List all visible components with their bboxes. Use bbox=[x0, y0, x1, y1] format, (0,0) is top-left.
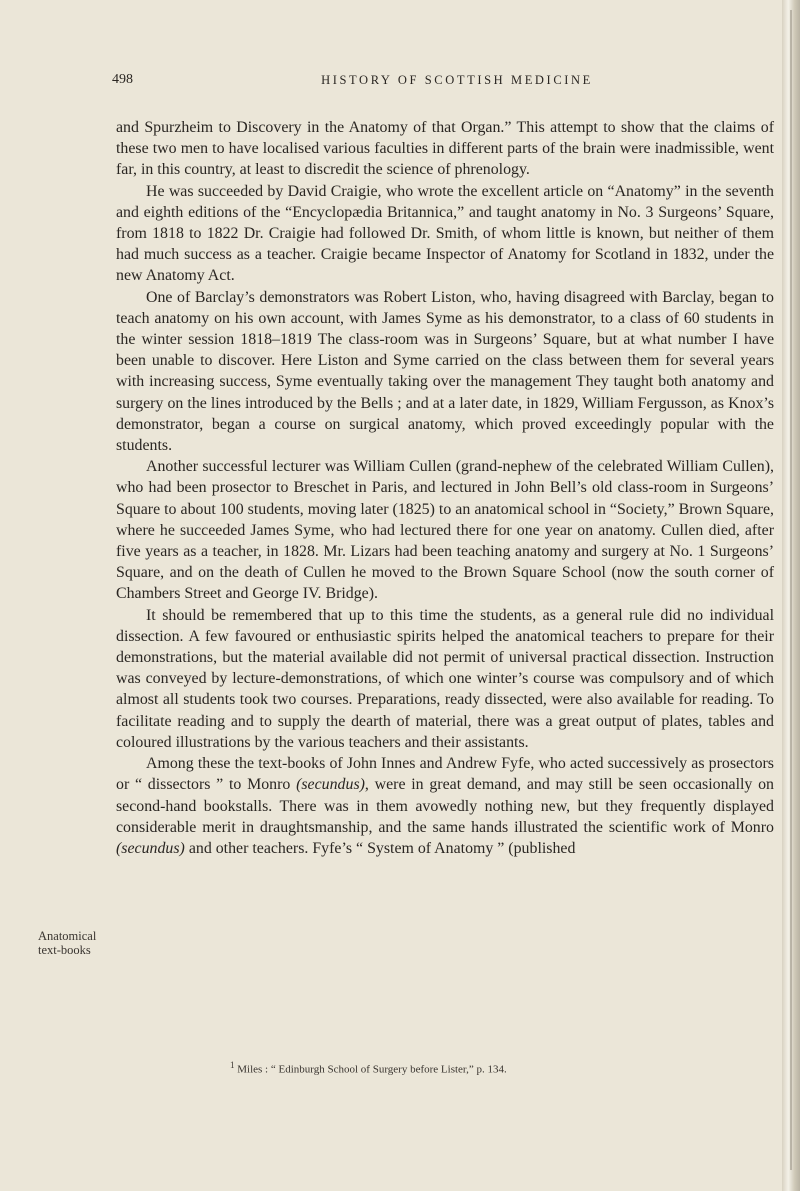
footnote bbox=[230, 1060, 770, 1076]
page-edge-shadow bbox=[790, 10, 792, 1170]
margin-note: Anatomical text-books bbox=[38, 929, 97, 957]
paragraph-text-books bbox=[116, 753, 774, 859]
body-text bbox=[116, 117, 774, 859]
paragraph: One of Barclay’s demonstrators was Robert Liston, who, having disagreed with Barclay, began to teach anatomy on his own account, with James Syme as his demonstrator, to a class of 60 students in the winter session 1818–1819 The class-room was in Surgeons’ Square, but at what number I have been unable to discover. Here Liston and Syme carried on the class between them for several years with increasing success, Syme eventually taking over the management They taught both anatomy and surgery on the lines introduced by the Bells ; and at a later date, in 1829, William Fergusson, as Knox’s demonstrator, began a course on surgical anatomy, which proved exceedingly popular with the students. bbox=[116, 288, 774, 455]
italic-secundus: (secundus) bbox=[116, 839, 185, 857]
text-run: Among these the text-books of John Innes and Andrew Fyfe, who acted successively as prosectors or “ dissectors ” to Monro bbox=[116, 755, 774, 794]
footnote-text: Miles : “ Edinburgh School of Surgery before Lister,” p. 134. bbox=[234, 1063, 507, 1076]
running-head: HISTORY OF SCOTTISH MEDICINE bbox=[321, 73, 593, 87]
paragraph: It should be remembered that up to this time the students, as a general rule did no individual dissection. A few favoured or enthusiastic spirits helped the anatomical teachers to prepare for their demonstrations, but the material available did not permit of universal practical dissection. Instruction was conveyed by lecture-demonstrations, of which one winter’s course was compulsory and of which almost all students took two courses. Preparations, ready dissected, were also available for reading. To facilitate reading and to supply the dearth of material, there was a great output of plates, tables and coloured illustrations by the various teachers and their assistants. bbox=[116, 606, 774, 751]
text-run: and other teachers. Fyfe’s “ System of Anatomy ” (published bbox=[184, 839, 576, 857]
footnote-marker: 1 bbox=[230, 1060, 235, 1070]
page-number: 498 bbox=[112, 72, 133, 87]
paragraph: He was succeeded by David Craigie, who wrote the excellent article on “Anatomy” in the seventh and eighth editions of the “Encyclopædia Britannica,” and taught anatomy in No. 3 Surgeons’ Square, from 1818 to 1822 Dr. Craigie had followed Dr. Smith, of whom little is known, but neither of them had much success as a teacher. Craigie became Inspector of Anatomy for Scotland in 1832, under the new Anatomy Act. bbox=[116, 182, 774, 285]
paragraph: Another successful lecturer was William Cullen (grand-nephew of the celebrated William Cullen), who had been prosector to Breschet in Paris, and lectured in John Bell’s old class-room in Surgeons’ Square to about 100 students, moving later (1825) to an anatomical school in “Society,” Brown Square, where he succeeded James Syme, who had lectured there for one year on anatomy. Cullen died, after five years as a teacher, in 1828. Mr. Lizars had been teaching anatomy and surgery at No. 1 Surgeons’ Square, and on the death of Cullen he moved to the Brown Square School (now the south corner of Chambers Street and George IV. Bridge). bbox=[116, 458, 774, 603]
text-run: , were in great demand, and may still be seen occasionally on second-hand bookstalls. There was in them avowedly nothing new, but they frequently displayed considerable merit in draughtsmanship, and the same hands illustrated the scientific work of Monro bbox=[116, 776, 774, 836]
paragraph: and Spurzheim to Discovery in the Anatomy of that Organ.” This attempt to show that the claims of these two men to have localised various faculties in different parts of the brain were inadmissible, went far, in this country, at least to discredit the science of phrenology. bbox=[116, 119, 774, 179]
italic-secundus: (secundus) bbox=[296, 776, 365, 794]
page-header bbox=[112, 72, 772, 92]
